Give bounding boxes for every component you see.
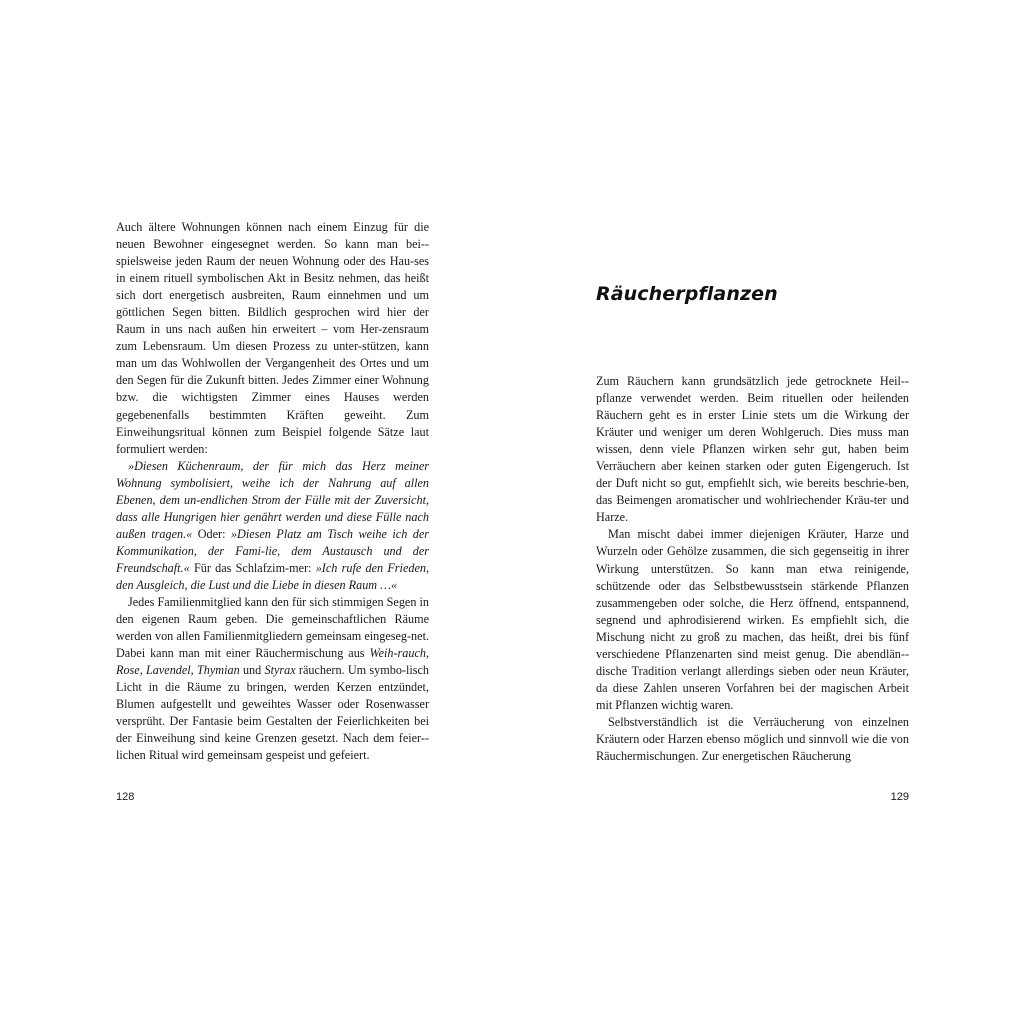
body-text: Auch ältere Wohnungen können nach einem Einzug für die neuen Bewohner eingesegnet werden. So kann man bei-spielsweise jeden Raum der neuen Wohnung oder des Hau-ses in einem rituell symbolischen Akt in Besitz nehmen, das heißt sich dort energetisch ausbreiten, Raum einnehmen und um göttlichen Segen bitten. Bildlich gesprochen wird hier der Raum in uns nach außen hin erweitert – vom Her-zensraum zum Lebensraum. Um diesen Prozess zu unter-stützen, kann man um das Wohlwollen der Vergangenheit des Ortes und um den Segen für die Zukunft bitten. Jedes Zimmer einer Wohnung bzw. die wichtigsten Zimmer eines Hauses werden gegebenenfalls bestimmten Kräften geweiht. Zum Einweihungsritual können zum Beispiel folgende Sätze laut formuliert werden: <box>116 220 429 456</box>
italic-text: »Ich rufe den Frieden, den Ausgleich, die Lust und die Liebe in diesen Raum …« <box>116 560 429 592</box>
left-page-body <box>116 219 429 765</box>
page-number-right: 129 <box>890 791 909 803</box>
body-text: Jedes Familienmitglied kann den für sich stimmigen Segen in den eigenen Raum geben. Die gemeinschaftlichen Räume werden von allen Familienmitgliedern gemeinsam eingeseg-net. Dabei kann man mit einer Räuchermischung aus <box>116 595 429 661</box>
italic-text: Styrax <box>264 663 296 678</box>
body-text: und <box>239 663 265 678</box>
paragraph <box>596 714 909 765</box>
paragraph <box>116 458 429 594</box>
italic-text: Weih-rauch, Rose, Lavendel, Thymian <box>116 646 429 678</box>
chapter-title: Räucherpflanzen <box>596 283 778 305</box>
body-text: Für das Schlafzim-mer: <box>189 560 316 575</box>
paragraph <box>116 594 429 764</box>
page-number-left: 128 <box>116 791 135 803</box>
paragraph <box>596 373 909 526</box>
body-text: Zum Räuchern kann grundsätzlich jede getrocknete Heil-pflanze verwendet werden. Beim rituellen oder heilenden Räuchern geht es in erster Linie stets um die Wirkung der Kräuter und weniger um deren Wohlgeruch. Dies muss man wissen, denn viele Pflanzen wirken sehr gut, haben beim Verräuchern aber keinen starken oder guten Eigengeruch. Ist der Duft nicht so gut, empfiehlt sich, wie bereits beschrie-ben, das Beimengen aromatischer und wohlriechender Kräu-ter und Harze. <box>596 374 909 525</box>
paragraph <box>116 219 429 458</box>
right-page-body <box>596 373 909 765</box>
paragraph <box>596 526 909 714</box>
italic-text: »Diesen Küchenraum, der für mich das Herz meiner Wohnung symbolisiert, weihe ich der Nahrung auf allen Ebenen, dem un-endlichen Strom der Fülle mit der Zuversicht, dass alle Hungrigen hier genährt werden und diese Fülle nach außen tragen.« <box>116 458 429 541</box>
italic-text: »Diesen Platz am Tisch weihe ich der Kommunikation, der Fami-lie, dem Austausch und der Freundschaft.« <box>116 526 430 575</box>
right-page <box>512 0 1024 1024</box>
body-text: räuchern. Um symbo-lisch Licht in die Räume zu bringen, werden Kerzen entzündet, Blumen aufgestellt und geweihtes Wasser oder Rosenwasser versprüht. Der Fantasie beim Gestalten der Feierlichkeiten bei der Einweihung sind keine Grenzen gesetzt. Nach dem feier-lichen Ritual wird gemeinsam gespeist und gefeiert. <box>116 663 429 763</box>
body-text: Man mischt dabei immer diejenigen Kräuter, Harze und Wurzeln oder Gehölze zusammen, die sich gegenseitig in ihrer Wirkung unterstützen. So kann man etwa reinigende, schützende oder das Selbstbewusstsein stärkende Pflanzen zusammengeben oder solche, die Herz öffnend, entspannend, segnend und aphrodisierend wirken. Es empfiehlt sich, die Mischung nicht zu groß zu machen, das heißt, drei bis fünf verschiedene Pflanzenarten sind meist genug. Die abendlän-dische Tradition verlangt allerdings sieben oder neun Kräuter, da diese Zahlen unseren Vorfahren bei der magischen Arbeit mit Pflanzen wichtig waren. <box>596 527 909 712</box>
body-text: Selbstverständlich ist die Verräucherung von einzelnen Kräutern oder Harzen ebenso möglich und sinnvoll wie die von Räuchermischungen. Zur energetischen Räucherung <box>596 714 909 764</box>
body-text: Oder: <box>192 526 231 541</box>
